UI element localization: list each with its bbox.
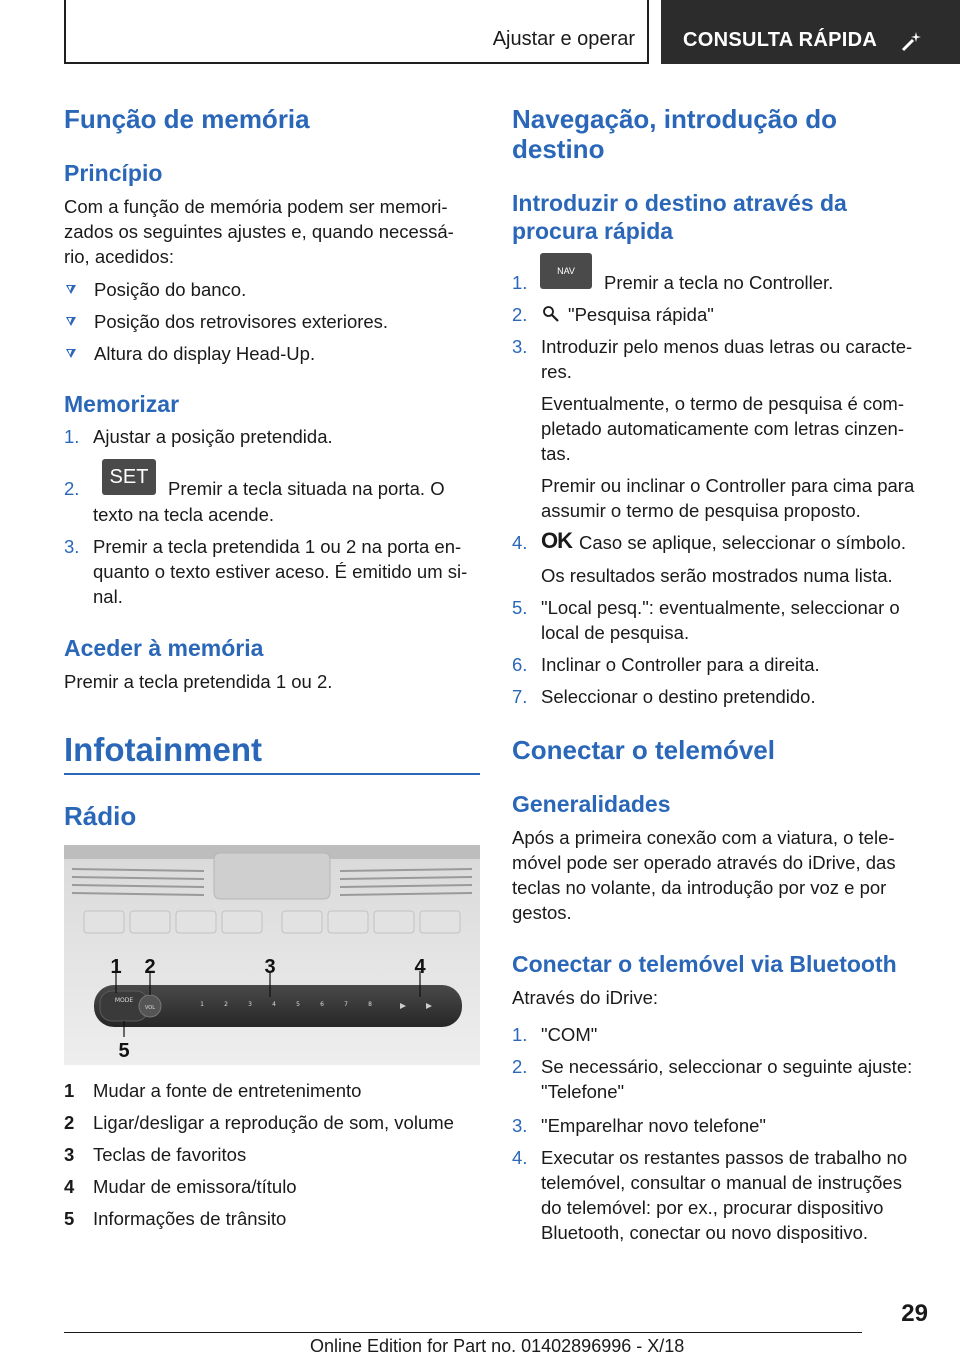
section-divider: [64, 773, 480, 775]
access-memory-title: Aceder à memória: [64, 635, 264, 661]
mode-button-label: MODE: [114, 997, 134, 1004]
nav-step-4-text: Caso se aplique, seleccionar o símbolo.: [579, 532, 907, 553]
bt-step-4: 4. Executar os restantes passos de trabalho no: [512, 1147, 908, 1168]
principle-text-3: rio, acedidos:: [64, 246, 175, 267]
nav-step-2-text: "Pesquisa rápida": [568, 304, 714, 325]
nav-step-1-text: Premir a tecla no Controller.: [604, 272, 834, 293]
callout-5: 5: [118, 1040, 130, 1062]
page-number: 29: [901, 1300, 928, 1327]
preset-key-3: 3: [248, 1001, 252, 1008]
callout-2: 2: [144, 956, 156, 978]
callout-3: 3: [264, 956, 276, 978]
header-tab: [661, 0, 960, 64]
bullet-triangle-icon: [66, 317, 76, 326]
header-section-box: [64, 0, 649, 64]
nav-title-line2: destino: [512, 134, 605, 164]
footer-divider: [64, 1332, 862, 1333]
preset-key-1: 1: [200, 1001, 204, 1008]
bt-step-2: 2. Se necessário, seleccionar o seguinte ajuste:: [512, 1056, 913, 1077]
principle-text-2: zados os seguintes ajustes e, quando necessá-: [64, 221, 454, 242]
general-text-2: móvel pode ser operado através do iDrive, das: [512, 852, 896, 873]
general-text-1: Após a primeira conexão com a viatura, o tele-: [512, 827, 895, 848]
radio-title: Rádio: [64, 801, 137, 831]
preset-key-5: 5: [296, 1001, 300, 1008]
bt-step-4-line2: telemóvel, consultar o manual de instruções: [541, 1172, 902, 1193]
general-title: Generalidades: [512, 791, 671, 817]
bullet-triangle-icon: [66, 285, 76, 294]
legend-item-3: 3 Teclas de favoritos: [64, 1144, 247, 1165]
set-key-icon: SET: [102, 459, 156, 495]
nav-step-5: 5. "Local pesq.": eventualmente, seleccionar o: [512, 597, 900, 618]
nav-step-7: 7. Seleccionar o destino pretendido.: [512, 686, 816, 707]
nav-step-5-line2: local de pesquisa.: [541, 622, 690, 643]
principle-text-1: Com a função de memória podem ser memori-: [64, 196, 448, 217]
access-memory-text: Premir a tecla pretendida 1 ou 2.: [64, 671, 333, 692]
bullet-item: Altura do display Head-Up.: [64, 341, 315, 366]
nav-step-3-p2-line2: pletado automaticamente com letras cinzen-: [541, 418, 904, 439]
nav-step-6: 6. Inclinar o Controller para a direita.: [512, 654, 820, 675]
principle-title: Princípio: [64, 160, 163, 186]
nav-step-3-p2-line1: Eventualmente, o termo de pesquisa é com-: [541, 393, 904, 414]
preset-key-7: 7: [344, 1001, 348, 1008]
memorize-step-3-line2: quanto o texto estiver aceso. É emitido um si-: [93, 561, 468, 582]
vol-knob-label: VOL: [144, 1005, 156, 1011]
bt-step-4-line4: Bluetooth, conectar ou novo dispositivo.: [541, 1222, 869, 1243]
phone-title: Conectar o telemóvel: [512, 735, 775, 765]
nav-step-4-p2: Os resultados serão mostrados numa lista.: [541, 565, 893, 586]
preset-key-4: 4: [272, 1001, 276, 1008]
quick-search-title-line2: procura rápida: [512, 218, 674, 244]
bt-step-4-line3: do telemóvel: por ex., procurar dispositivo: [541, 1197, 884, 1218]
memory-title: Função de memória: [64, 104, 310, 134]
nav-step-3-p3-line2: assumir o termo de pesquisa proposto.: [541, 500, 861, 521]
bullet-triangle-icon: [66, 349, 76, 358]
preset-key-2: 2: [224, 1001, 228, 1008]
memorize-step-3-line3: nal.: [93, 586, 123, 607]
legend-item-4: 4 Mudar de emissora/título: [64, 1176, 297, 1197]
bullet-item: Posição dos retrovisores exteriores.: [64, 309, 388, 334]
memorize-step-2-line1: Premir a tecla situada na porta. O: [168, 478, 445, 499]
callout-1: 1: [110, 956, 122, 978]
nav-step-3-p2-line3: tas.: [541, 443, 571, 464]
bluetooth-title: Conectar o telemóvel via Bluetooth: [512, 951, 897, 977]
nav-step-3: 3. Introduzir pelo menos duas letras ou caracte-: [512, 336, 913, 357]
memorize-step-1: 1. Ajustar a posição pretendida.: [64, 426, 333, 447]
online-edition-text: Online Edition for Part no. 01402896996 - X/18: [310, 1336, 685, 1356]
memorize-step-3: 3. Premir a tecla pretendida 1 ou 2 na porta en-: [64, 536, 462, 557]
quick-search-title-line1: Introduzir o destino através da: [512, 190, 847, 216]
legend-item-2: 2 Ligar/desligar a reprodução de som, volume: [64, 1112, 454, 1133]
bullet-item: Posição do banco.: [64, 277, 246, 302]
callout-4: 4: [414, 956, 426, 978]
nav-title-line1: Navegação, introdução do: [512, 104, 838, 134]
radio-panel-image: [64, 845, 480, 1065]
nav-key-icon: NAV: [540, 253, 592, 289]
header-tab-label: CONSULTA RÁPIDA: [683, 29, 878, 51]
general-text-4: gestos.: [512, 902, 572, 923]
preset-key-6: 6: [320, 1001, 324, 1008]
bt-step-2-line2: "Telefone": [541, 1081, 625, 1102]
header-section-title: Ajustar e operar: [492, 28, 635, 50]
nav-step-3-p3-line1: Premir ou inclinar o Controller para cima para: [541, 475, 915, 496]
magic-wand-icon: [899, 30, 923, 54]
preset-key-8: 8: [368, 1001, 372, 1008]
search-icon: [542, 305, 560, 323]
memorize-title: Memorizar: [64, 391, 180, 417]
memorize-step-2-line2: texto na tecla acende.: [93, 504, 275, 525]
nav-step-3-line2: res.: [541, 361, 572, 382]
legend-item-5: 5 Informações de trânsito: [64, 1208, 287, 1229]
infotainment-title: Infotainment: [64, 731, 262, 768]
bt-step-3: 3. "Emparelhar novo telefone": [512, 1115, 766, 1136]
legend-item-1: 1 Mudar a fonte de entretenimento: [64, 1080, 362, 1101]
bt-step-1: 1. "COM": [512, 1024, 598, 1045]
bluetooth-intro: Através do iDrive:: [512, 987, 658, 1008]
ok-symbol-icon: OK: [541, 528, 572, 553]
general-text-3: teclas no volante, da introdução por voz e por: [512, 877, 887, 898]
